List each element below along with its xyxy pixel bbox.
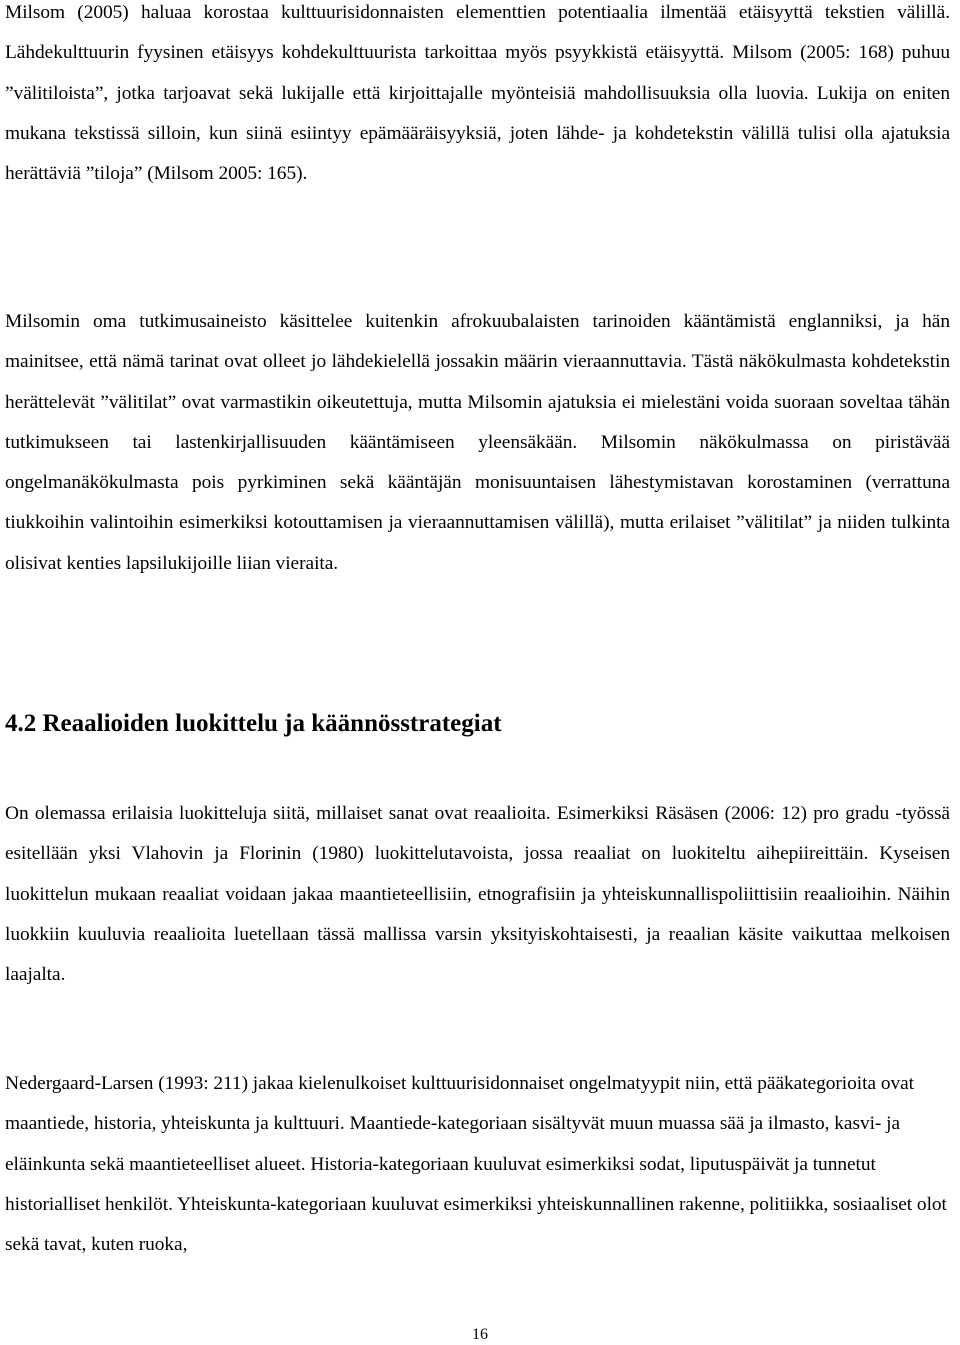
paragraph-milsom-material: Milsomin oma tutkimusaineisto käsittelee kuitenkin afrokuubalaisten tarinoiden kääntämistä englanniksi, ja hän mainitsee, että nämä tarinat ovat olleet jo lähdekielellä jossakin määrin vieraannuttavia. Tästä näkökulmasta kohdetekstin herättelevät ”välitilat” ovat varmastikin oikeutettuja, mutta Milsomin ajatuksia ei mielestäni voida suoraan soveltaa tähän tutkimukseen tai lastenkirjallisuuden kääntämiseen yleensäkään. Milsomin näkökulmassa on piristävää ongelmanäkökulmasta pois pyrkiminen sekä kääntäjän monisuuntaisen lähestymistavan korostaminen (verrattuna tiukkoihin valintoihin esimerkiksi kotouttamisen ja vieraannuttamisen välillä), mutta erilaiset ”välitilat” ja niiden tulkinta olisivat kenties lapsilukijoille liian vieraita. (5, 311, 950, 574)
paragraph-nedergaard-larsen: Nedergaard-Larsen (1993: 211) jakaa kielenulkoiset kulttuurisidonnaiset ongelmatyypit niin, että pääkategorioita ovat maantiede, historia, yhteiskunta ja kulttuuri. Maantiede-kategoriaan sisältyvät muun muassa sää ja ilmasto, kasvi- ja eläinkunta sekä maantieteelliset alueet. Historia-kategoriaan kuuluvat esimerkiksi sodat, liputuspäivät ja tunnetut historialliset henkilöt. Yhteiskunta-kategoriaan kuuluvat esimerkiksi yhteiskunnallinen rakenne, politiikka, sosiaaliset olot sekä tavat, kuten ruoka, (5, 1073, 947, 1256)
section-heading: 4.2 Reaalioiden luokittelu ja käännösstrategiat (5, 710, 502, 737)
paragraph-classifications: On olemassa erilaisia luokitteluja siitä, millaiset sanat ovat reaalioita. Esimerkiksi Räsäsen (2006: 12) pro gradu -työssä esitellään yksi Vlahovin ja Florinin (1980) luokittelutavoista, jossa reaaliat on luokiteltu aihepiireittäin. Kyseisen luokittelun mukaan reaaliat voidaan jakaa maantieteellisiin, etnografisiin ja yhteiskunnallispoliittisiin reaalioihin. Näihin luokkiin kuuluvia reaalioita luetellaan tässä mallissa varsin yksityiskohtaisesti, ja reaalian käsite vaikuttaa melkoisen laajalta. (5, 803, 950, 986)
page-number: 16 (472, 1326, 488, 1343)
paragraph-milsom-distance: Milsom (2005) haluaa korostaa kulttuurisidonnaisten elementtien potentiaalia ilmentää etäisyyttä tekstien välillä. Lähdekulttuurin fyysinen etäisyys kohdekulttuurista tarkoittaa myös psyykkistä etäisyyttä. Milsom (2005: 168) puhuu ”välitiloista”, jotka tarjoavat sekä lukijalle että kirjoittajalle myönteisiä mahdollisuuksia olla luovia. Lukija on eniten mukana tekstissä silloin, kun siinä esiintyy epämääräisyyksiä, joten lähde- ja kohdetekstin välillä tulisi olla ajatuksia herättäviä ”tiloja” (Milsom 2005: 165). (5, 2, 950, 185)
